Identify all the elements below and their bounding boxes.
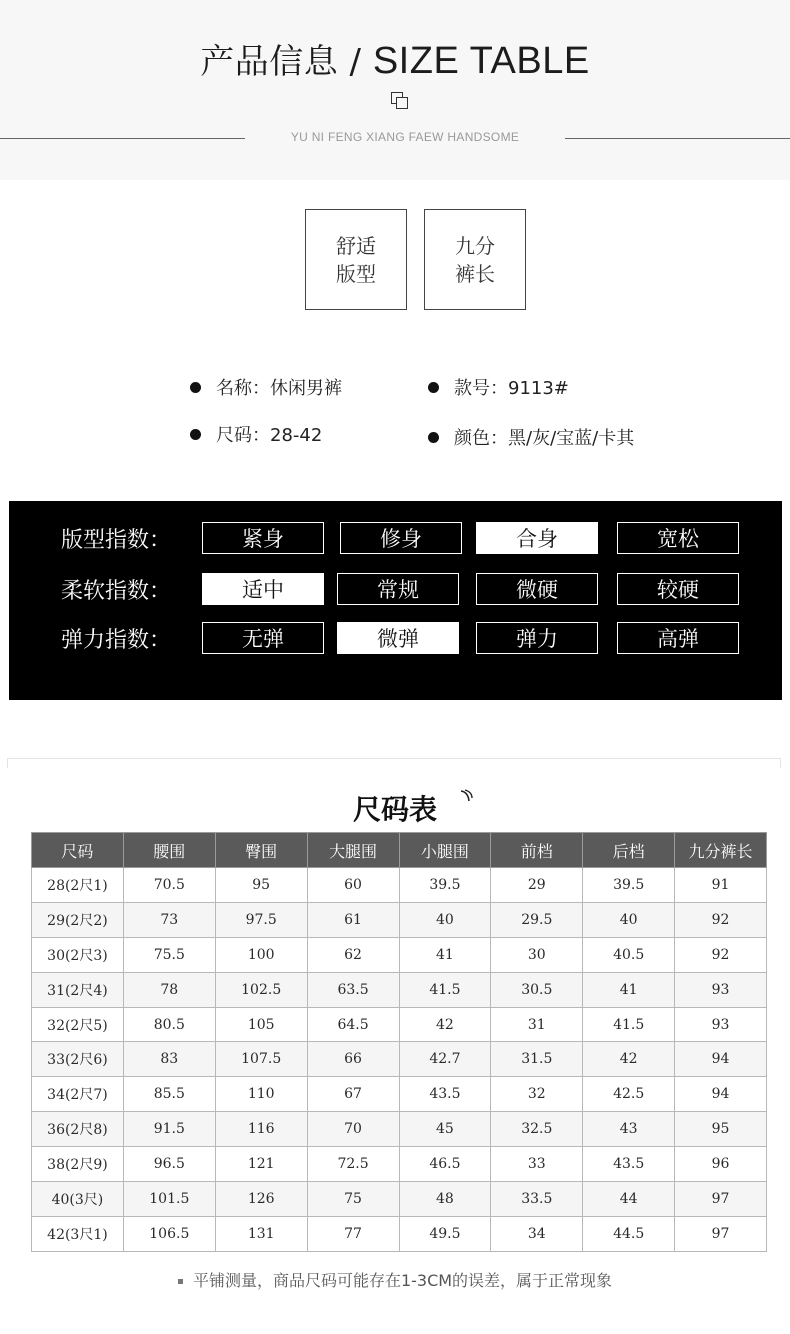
column-header: 臀围 bbox=[215, 833, 307, 868]
table-cell: 31(2尺4) bbox=[32, 972, 124, 1007]
table-cell: 29(2尺2) bbox=[32, 902, 124, 937]
measurement-note-text: 平铺测量，商品尺码可能存在1-3CM的误差，属于正常现象 bbox=[192, 1271, 613, 1290]
info-color-text: 颜色：黑/灰/宝蓝/卡其 bbox=[454, 428, 635, 449]
table-cell: 44 bbox=[583, 1182, 675, 1217]
column-header: 尺码 bbox=[32, 833, 124, 868]
table-cell: 36(2尺8) bbox=[32, 1112, 124, 1147]
table-cell: 73 bbox=[123, 902, 215, 937]
table-cell: 91.5 bbox=[123, 1112, 215, 1147]
table-cell: 66 bbox=[307, 1042, 399, 1077]
table-cell: 95 bbox=[675, 1112, 767, 1147]
table-cell: 110 bbox=[215, 1077, 307, 1112]
table-cell: 30.5 bbox=[491, 972, 583, 1007]
table-cell: 61 bbox=[307, 902, 399, 937]
header-subtitle: YU NI FENG XIANG FAEW HANDSOME bbox=[290, 130, 520, 144]
index-label-stretch: 弹力指数： bbox=[61, 628, 172, 653]
table-cell: 94 bbox=[675, 1042, 767, 1077]
table-cell: 46.5 bbox=[399, 1147, 491, 1182]
table-cell: 70.5 bbox=[123, 868, 215, 903]
table-row bbox=[32, 1147, 767, 1182]
table-cell: 106.5 bbox=[123, 1216, 215, 1251]
table-row bbox=[32, 1042, 767, 1077]
table-cell: 64.5 bbox=[307, 1007, 399, 1042]
product-index-panel bbox=[9, 501, 782, 700]
table-cell: 80.5 bbox=[123, 1007, 215, 1042]
bullet-dot-icon bbox=[428, 382, 439, 393]
column-header: 前档 bbox=[491, 833, 583, 868]
table-cell: 28(2尺1) bbox=[32, 868, 124, 903]
column-header: 九分裤长 bbox=[675, 833, 767, 868]
table-cell: 96 bbox=[675, 1147, 767, 1182]
table-cell: 91 bbox=[675, 868, 767, 903]
table-cell: 62 bbox=[307, 937, 399, 972]
table-cell: 38(2尺9) bbox=[32, 1147, 124, 1182]
table-cell: 92 bbox=[675, 937, 767, 972]
bullet-dot-icon bbox=[190, 429, 201, 440]
column-header: 大腿围 bbox=[307, 833, 399, 868]
index-option: 无弹 bbox=[202, 622, 324, 654]
index-option: 紧身 bbox=[202, 522, 324, 554]
index-option: 微硬 bbox=[476, 573, 598, 605]
table-cell: 63.5 bbox=[307, 972, 399, 1007]
table-cell: 42 bbox=[583, 1042, 675, 1077]
section-divider-tick bbox=[7, 758, 8, 768]
table-cell: 96.5 bbox=[123, 1147, 215, 1182]
index-option: 宽松 bbox=[617, 522, 739, 554]
table-cell: 70 bbox=[307, 1112, 399, 1147]
size-table-title: 尺码表 bbox=[352, 793, 437, 826]
table-cell: 116 bbox=[215, 1112, 307, 1147]
table-cell: 41 bbox=[399, 937, 491, 972]
column-header: 后档 bbox=[583, 833, 675, 868]
index-option: 弹力 bbox=[476, 622, 598, 654]
table-cell: 30 bbox=[491, 937, 583, 972]
table-cell: 105 bbox=[215, 1007, 307, 1042]
bullet-dot-icon bbox=[190, 382, 201, 393]
table-cell: 77 bbox=[307, 1216, 399, 1251]
sparkle-icon bbox=[458, 789, 474, 805]
table-row bbox=[32, 1077, 767, 1112]
size-table-header-row bbox=[32, 833, 767, 868]
table-row bbox=[32, 902, 767, 937]
square-bullet-icon bbox=[178, 1279, 183, 1284]
table-cell: 101.5 bbox=[123, 1182, 215, 1217]
index-label-softness: 柔软指数： bbox=[61, 579, 172, 604]
table-cell: 32.5 bbox=[491, 1112, 583, 1147]
table-cell: 75.5 bbox=[123, 937, 215, 972]
table-cell: 31 bbox=[491, 1007, 583, 1042]
header-banner bbox=[0, 0, 790, 180]
index-option-selected: 适中 bbox=[202, 573, 324, 605]
table-cell: 41 bbox=[583, 972, 675, 1007]
index-option: 高弹 bbox=[617, 622, 739, 654]
table-cell: 97 bbox=[675, 1216, 767, 1251]
index-label-fit: 版型指数： bbox=[61, 528, 172, 553]
table-cell: 97.5 bbox=[215, 902, 307, 937]
table-cell: 41.5 bbox=[399, 972, 491, 1007]
bullet-dot-icon bbox=[428, 432, 439, 443]
table-cell: 45 bbox=[399, 1112, 491, 1147]
table-cell: 83 bbox=[123, 1042, 215, 1077]
table-cell: 29.5 bbox=[491, 902, 583, 937]
table-row bbox=[32, 1216, 767, 1251]
table-cell: 93 bbox=[675, 972, 767, 1007]
table-cell: 39.5 bbox=[583, 868, 675, 903]
table-row bbox=[32, 937, 767, 972]
table-row bbox=[32, 868, 767, 903]
info-color bbox=[428, 424, 634, 450]
table-cell: 102.5 bbox=[215, 972, 307, 1007]
table-cell: 40 bbox=[583, 902, 675, 937]
table-cell: 48 bbox=[399, 1182, 491, 1217]
table-cell: 78 bbox=[123, 972, 215, 1007]
feature-tag-line: 版型 bbox=[336, 261, 376, 286]
table-cell: 49.5 bbox=[399, 1216, 491, 1251]
index-option: 修身 bbox=[340, 522, 462, 554]
table-row bbox=[32, 972, 767, 1007]
size-table bbox=[31, 832, 767, 1252]
table-cell: 31.5 bbox=[491, 1042, 583, 1077]
info-name-text: 名称：休闲男裤 bbox=[216, 378, 342, 399]
table-row bbox=[32, 1112, 767, 1147]
table-cell: 131 bbox=[215, 1216, 307, 1251]
table-cell: 33(2尺6) bbox=[32, 1042, 124, 1077]
table-cell: 60 bbox=[307, 868, 399, 903]
info-style-no-text: 款号：9113# bbox=[454, 378, 569, 399]
measurement-note bbox=[0, 1268, 790, 1291]
header-divider-left bbox=[0, 138, 245, 139]
table-cell: 42.7 bbox=[399, 1042, 491, 1077]
index-option-selected: 微弹 bbox=[337, 622, 459, 654]
feature-tag-line: 九分 bbox=[455, 233, 495, 258]
table-cell: 42.5 bbox=[583, 1077, 675, 1112]
table-cell: 40(3尺) bbox=[32, 1182, 124, 1217]
table-cell: 43 bbox=[583, 1112, 675, 1147]
feature-tag-fit bbox=[305, 209, 407, 310]
table-cell: 100 bbox=[215, 937, 307, 972]
table-cell: 121 bbox=[215, 1147, 307, 1182]
info-style-no bbox=[428, 374, 569, 400]
table-cell: 33.5 bbox=[491, 1182, 583, 1217]
table-cell: 94 bbox=[675, 1077, 767, 1112]
table-cell: 44.5 bbox=[583, 1216, 675, 1251]
info-size bbox=[190, 421, 322, 447]
page-title-en: SIZE TABLE bbox=[372, 40, 590, 82]
header-divider-right bbox=[565, 138, 790, 139]
feature-tag-line: 裤长 bbox=[455, 261, 495, 286]
table-cell: 95 bbox=[215, 868, 307, 903]
table-cell: 30(2尺3) bbox=[32, 937, 124, 972]
page-title-cn: 产品信息 / bbox=[200, 42, 373, 82]
info-name bbox=[190, 374, 342, 400]
table-row bbox=[32, 1182, 767, 1217]
table-cell: 97 bbox=[675, 1182, 767, 1217]
table-cell: 126 bbox=[215, 1182, 307, 1217]
size-table-body bbox=[32, 868, 767, 1252]
info-size-text: 尺码：28-42 bbox=[216, 425, 323, 446]
column-header: 腰围 bbox=[123, 833, 215, 868]
table-cell: 72.5 bbox=[307, 1147, 399, 1182]
table-row bbox=[32, 1007, 767, 1042]
table-cell: 75 bbox=[307, 1182, 399, 1217]
table-cell: 40 bbox=[399, 902, 491, 937]
table-cell: 67 bbox=[307, 1077, 399, 1112]
table-cell: 39.5 bbox=[399, 868, 491, 903]
feature-tag-length bbox=[424, 209, 526, 310]
table-cell: 34(2尺7) bbox=[32, 1077, 124, 1112]
feature-tag-line: 舒适 bbox=[336, 233, 376, 258]
index-option-selected: 合身 bbox=[476, 522, 598, 554]
table-cell: 42 bbox=[399, 1007, 491, 1042]
column-header: 小腿围 bbox=[399, 833, 491, 868]
table-cell: 41.5 bbox=[583, 1007, 675, 1042]
table-cell: 85.5 bbox=[123, 1077, 215, 1112]
page-title bbox=[0, 34, 790, 83]
table-cell: 29 bbox=[491, 868, 583, 903]
overlap-squares-icon bbox=[391, 92, 409, 110]
table-cell: 43.5 bbox=[399, 1077, 491, 1112]
section-divider bbox=[7, 758, 781, 759]
table-cell: 34 bbox=[491, 1216, 583, 1251]
table-cell: 32(2尺5) bbox=[32, 1007, 124, 1042]
table-cell: 107.5 bbox=[215, 1042, 307, 1077]
index-option: 较硬 bbox=[617, 573, 739, 605]
table-cell: 32 bbox=[491, 1077, 583, 1112]
table-cell: 33 bbox=[491, 1147, 583, 1182]
table-cell: 40.5 bbox=[583, 937, 675, 972]
index-option: 常规 bbox=[337, 573, 459, 605]
table-cell: 92 bbox=[675, 902, 767, 937]
table-cell: 42(3尺1) bbox=[32, 1216, 124, 1251]
section-divider-tick bbox=[780, 758, 781, 768]
table-cell: 43.5 bbox=[583, 1147, 675, 1182]
table-cell: 93 bbox=[675, 1007, 767, 1042]
